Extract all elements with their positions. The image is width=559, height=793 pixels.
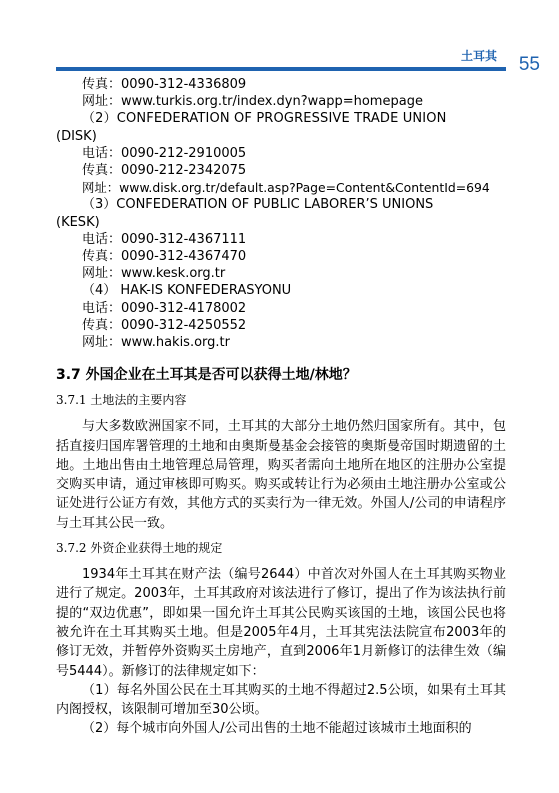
contact-line: （4） HAK-IS KONFEDERASYONU (82, 283, 292, 299)
contact-line: （3）CONFEDERATION OF PUBLIC LABORER’S UNIONS (82, 197, 434, 213)
paragraph: 与大多数欧洲国家不同，土耳其的大部分土地仍然归国家所有。其中，包括直接归国库署管理的土地和由奥斯曼基金会接管的奥斯曼帝国时期遗留的土地。土地出售由土地管理总局管理，购买者需向土地所在地区的注册办公室提交购买申请，通过审核即可购买。购买或转让行为必须由土地注册办公室或公证处进行公证方有效，其他方式的买卖行为一律无效。外国人/公司的申请程序与土耳其公民一致。 (56, 419, 506, 531)
contact-line: 电话：0090-312-4367111 (82, 231, 247, 247)
list-item: （2）每个城市向外国人/公司出售的土地不能超过该城市土地面积的 (82, 721, 472, 737)
contact-line: 传真：0090-212-2342075 (82, 163, 247, 179)
contact-line: 网址：www.kesk.org.tr (82, 266, 226, 282)
page-header (0, 0, 559, 80)
paragraph: 1934年土耳其在财产法（编号2644）中首次对外国人在土耳其购买物业进行了规定。2003年，土耳其政府对该法进行了修订，提出了作为该法执行前提的“双边优惠”，即如果一国允许土耳其公民购买该国的土地，该国公民也将被允许在土耳其购买土地。但是2005年4月，土耳其宪法法院宣布2003年的修订无效，并暂停外资购买土房地产，直到2006年1月新修订的法律生效（编号5444）。新修订的法律规定如下： (56, 567, 506, 679)
header-rule-thick (56, 68, 506, 71)
running-title: 土耳其 (460, 49, 497, 63)
page-number: 55 (518, 54, 540, 75)
contact-line: （2）CONFEDERATION OF PROGRESSIVE TRADE UNION (82, 111, 447, 127)
contact-line: 网址：www.turkis.org.tr/index.dyn?wapp=homepage (82, 94, 423, 110)
contact-line: 电话：0090-212-2910005 (82, 145, 247, 161)
page-body (56, 76, 506, 739)
contact-line: 传真：0090-312-4336809 (82, 77, 247, 92)
contact-line: 传真：0090-312-4250552 (82, 317, 247, 333)
section-heading: 3.7 外国企业在土耳其是否可以获得土地/林地？ (56, 367, 357, 384)
contact-line: 网址：www.hakis.org.tr (82, 335, 230, 351)
contact-line: 电话：0090-312-4178002 (82, 300, 247, 316)
contact-line: 传真：0090-312-4367470 (82, 249, 247, 265)
list-item: （1）每名外国公民在土耳其购买的土地不得超过2.5公顷，如果有土耳其内阁授权，该限制可增加至30公顷。 (56, 682, 506, 718)
contact-line: (DISK) (56, 128, 97, 144)
contact-line: (KESK) (56, 214, 100, 230)
subsection-heading: 3.7.1 土地法的主要内容 (56, 393, 187, 408)
subsection-heading: 3.7.2 外资企业获得土地的规定 (56, 541, 223, 556)
contact-line: 网址：www.disk.org.tr/default.asp?Page=Content&ContentId=694 (82, 180, 490, 196)
